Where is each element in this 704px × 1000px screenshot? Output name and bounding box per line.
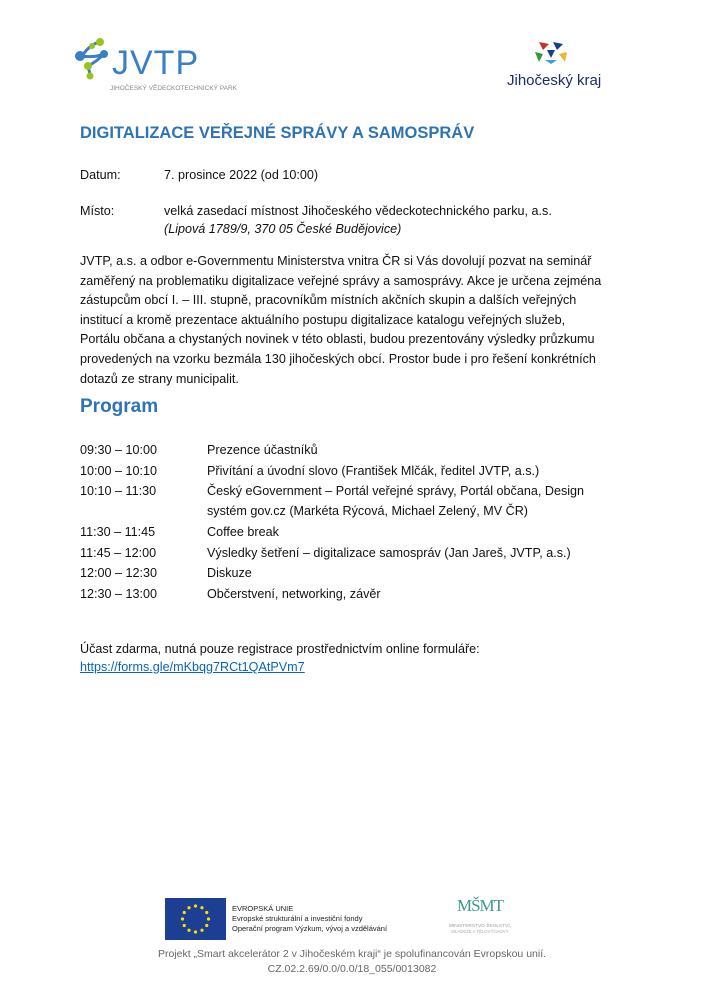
eu-star — [194, 904, 197, 907]
intro-line: zástupcům obcí I. – III. stupně, pracovníkům místních akčních skupin a dalších veřejných — [80, 293, 577, 308]
msmt-logo-mark: MŠMT — [456, 896, 504, 915]
program-description-line: Český eGovernment – Portál veřejné správy, Portál občana, Design — [207, 484, 585, 498]
program-time: 10:00 – 10:10 — [80, 463, 158, 478]
place-value: velká zasedací místnost Jihočeského vědeckotechnického parku, a.s. — [164, 204, 552, 218]
eu-text — [232, 904, 387, 934]
program-time: 11:30 – 11:45 — [80, 525, 156, 539]
page-title: DIGITALIZACE VEŘEJNÉ SPRÁVY A SAMOSPRÁV — [80, 124, 475, 142]
jvtp-logo-subtitle: JIHOČESKÝ VĚDECKOTECHNICKÝ PARK — [110, 85, 238, 92]
eu-star — [205, 924, 208, 927]
eu-star — [183, 911, 186, 914]
program-time: 10:10 – 11:30 — [80, 484, 157, 498]
program-description-line: Přivítání a úvodní slovo (František Mlčák, ředitel JVTP, a.s.) — [207, 463, 540, 478]
registration-text: Účast zdarma, nutná pouze registrace prostřednictvím online formuláře: — [80, 642, 480, 656]
eu-line: Evropské strukturální a investiční fondy — [232, 914, 363, 923]
program-time: 09:30 – 10:00 — [80, 443, 158, 457]
intro-line: JVTP, a.s. a odbor e-Governmentu Ministerstva vnitra ČR si Vás dovolují pozvat na seminář — [80, 254, 592, 268]
program-description-line: Výsledky šetření – digitalizace samospráv (Jan Jareš, JVTP, a.s.) — [207, 545, 571, 560]
program-description — [207, 461, 539, 481]
program-time: 12:00 – 12:30 — [80, 566, 158, 580]
jvtp-logo — [74, 36, 274, 98]
eu-star — [205, 911, 208, 914]
program-description-line: Prezence účastníků — [207, 443, 318, 457]
kraj-emblem-icon — [535, 40, 567, 64]
program-heading: Program — [80, 396, 159, 417]
date-label: Datum: — [80, 168, 121, 182]
program-time: 12:30 – 13:00 — [80, 586, 158, 601]
program-description — [207, 522, 279, 542]
intro-line: provedených na vzorku bezmála 130 jihočeských obcí. Prostor bude i pro řešení konkrétních — [80, 351, 596, 366]
eu-star — [200, 906, 203, 909]
program-description — [207, 440, 318, 460]
msmt-line: MLÁDEŽE A TĚLOVÝCHOVY — [451, 929, 509, 934]
eu-star — [200, 929, 203, 932]
date-value: 7. prosince 2022 (od 10:00) — [164, 168, 319, 182]
eu-flag — [165, 898, 226, 940]
kraj-logo-text: Jihočeský kraj — [507, 72, 602, 89]
program-description-line: Coffee break — [207, 525, 279, 539]
eu-stars-icon — [165, 898, 226, 940]
eu-line: Operační program Výzkum, vývoj a vzdělávání — [232, 924, 388, 933]
eu-line: EVROPSKÁ UNIE — [232, 904, 294, 913]
program-description — [207, 563, 252, 583]
intro-line: Portálu občana a chystaných novinek v této oblasti, budou prezentovány výsledky průzkumu — [80, 332, 595, 347]
intro-line: institucí a kromě prezentace aktuálního postupu digitalizace katalogu veřejných služeb, — [80, 312, 566, 327]
eu-star — [194, 930, 197, 933]
intro-line: dotazů ze strany municipalit. — [80, 371, 239, 386]
msmt-logo — [440, 896, 520, 934]
place-address: (Lipová 1789/9, 370 05 České Budějovice) — [164, 222, 402, 236]
program-description-line: Diskuze — [207, 566, 252, 580]
program-description — [207, 584, 381, 604]
program-description — [207, 481, 584, 521]
intro-line: zaměřený na problematiku digitalizace veřejné správy a samosprávy. Akce je určena zejména — [80, 273, 602, 288]
project-code: CZ.02.2.69/0.0/0.0/18_055/0013082 — [267, 963, 437, 975]
jihocesky-kraj-logo — [505, 40, 605, 96]
registration-link[interactable]: https://forms.gle/mKbqg7RCt1QAtPVm7 — [80, 660, 305, 674]
project-text: Projekt „Smart akcelerátor 2 v Jihočeském kraji“ je spolufinancován Evropskou unií. — [157, 948, 547, 960]
program-time: 11:45 – 12:00 — [80, 545, 157, 560]
eu-star — [187, 929, 190, 932]
intro-paragraph — [80, 252, 601, 389]
eu-star — [207, 917, 210, 920]
place-label: Místo: — [80, 204, 115, 218]
jvtp-logo-text: JVTP — [112, 44, 200, 82]
program-description-line: Občerstvení, networking, závěr — [207, 586, 381, 601]
program-description — [207, 543, 571, 563]
eu-star — [187, 906, 190, 909]
eu-star — [181, 917, 184, 920]
msmt-line: MINISTERSTVO ŠKOLSTVÍ, — [448, 924, 512, 929]
program-description-line: systém gov.cz (Markéta Rýcová, Michael Zelený, MV ČR) — [207, 504, 528, 518]
eu-star — [183, 924, 186, 927]
